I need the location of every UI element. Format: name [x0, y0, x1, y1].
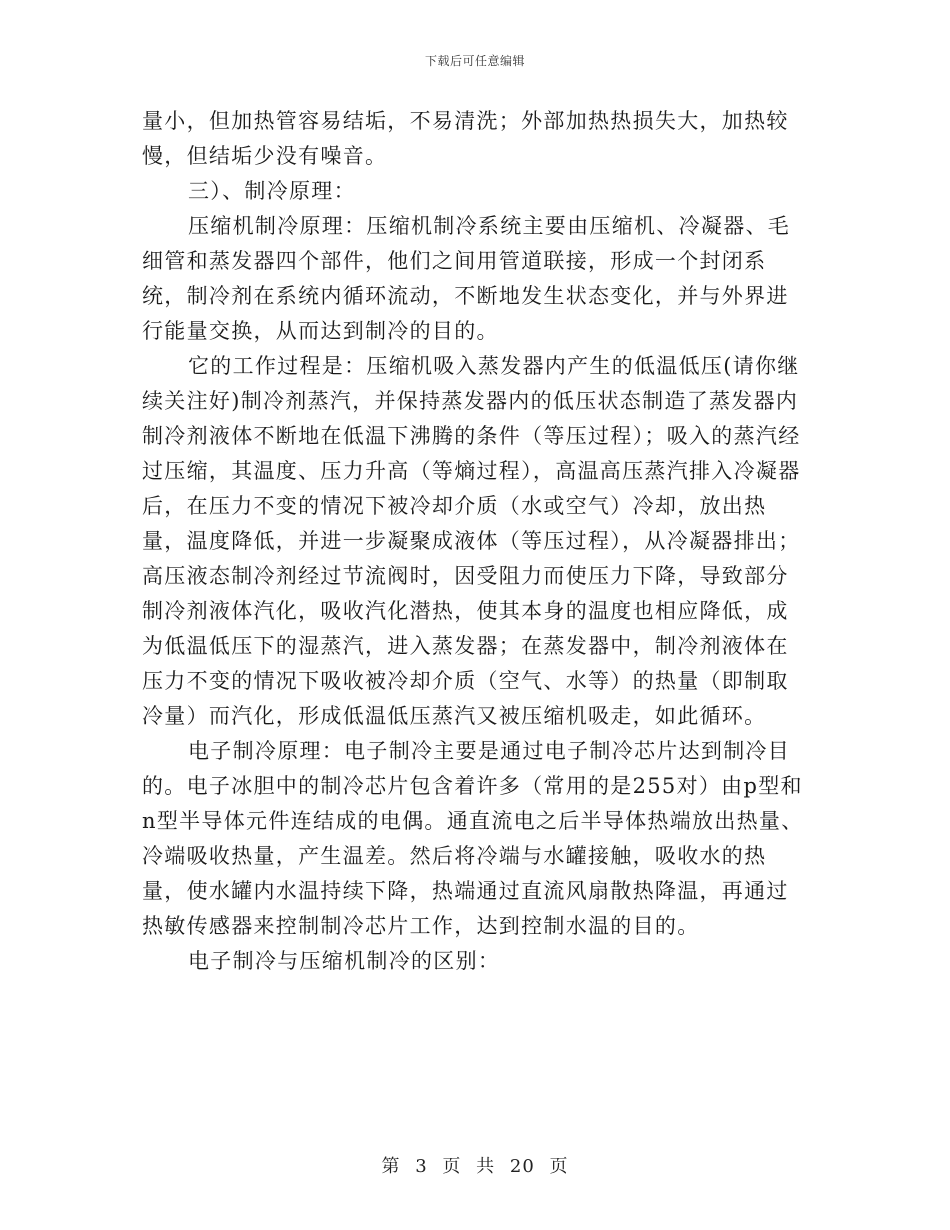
section-heading-cooling-principle: 三）、制冷原理：: [188, 179, 356, 203]
paragraph-electronic-principle: 电子制冷原理：电子制冷主要是通过电子制冷芯片达到制冷目的。电子冰胆中的制冷芯片包含着许多（常用的是255对）由p型和n型半导体元件连结成的电偶。通直流电之后半导体热端放出热量、冷端吸收热量，产生温差。然后将冷端与水罐接触，吸收水的热量，使水罐内水温持续下降，热端通过直流风扇散热降温，再通过热敏传感器来控制制冷芯片工作，达到控制水温的目的。: [142, 739, 804, 938]
paragraph-1: 量小，但加热管容易结垢，不易清洗；外部加热热损失大，加热较慢，但结垢少没有噪音。: [142, 109, 789, 168]
footer-suffix: 页: [549, 1156, 569, 1177]
page-footer: [0, 1152, 950, 1178]
page-header: 下载后可任意编辑: [424, 54, 525, 68]
footer-total-pages: 20: [509, 1156, 535, 1177]
paragraph-difference-heading: 电子制冷与压缩机制冷的区别：: [188, 949, 501, 973]
footer-current-page: 3: [415, 1156, 428, 1177]
footer-total-word: 共: [476, 1156, 496, 1177]
paragraph-compressor-principle: 压缩机制冷原理：压缩机制冷系统主要由压缩机、冷凝器、毛细管和蒸发器四个部件，他们之间用管道联接，形成一个封闭系统，制冷剂在系统内循环流动，不断地发生状态变化，并与外界进行能量交换，从而达到制冷的目的。: [142, 214, 791, 343]
document-body: [142, 104, 806, 979]
footer-prefix: 第: [381, 1156, 401, 1177]
footer-page-word: 页: [442, 1156, 462, 1177]
paragraph-working-process: 它的工作过程是：压缩机吸入蒸发器内产生的低温低压(请你继续关注好)制冷剂蒸汽，并保持蒸发器内的低压状态制造了蒸发器内制冷剂液体不断地在低温下沸腾的条件（等压过程）；吸入的蒸汽经过压缩，其温度、压力升高（等熵过程），高温高压蒸汽排入冷凝器后，在压力不变的情况下被冷却介质（水或空气）冷却，放出热量，温度降低，并进一步凝聚成液体（等压过程），从冷凝器排出；高压液态制冷剂经过节流阀时，因受阻力而使压力下降，导致部分制冷剂液体汽化，吸收汽化潜热，使其本身的温度也相应降低，成为低温低压下的湿蒸汽，进入蒸发器；在蒸发器中，制冷剂液体在压力不变的情况下吸收被冷却介质（空气、水等）的热量（即制取冷量）而汽化，形成低温低压蒸汽又被压缩机吸走，如此循环。: [142, 354, 801, 728]
